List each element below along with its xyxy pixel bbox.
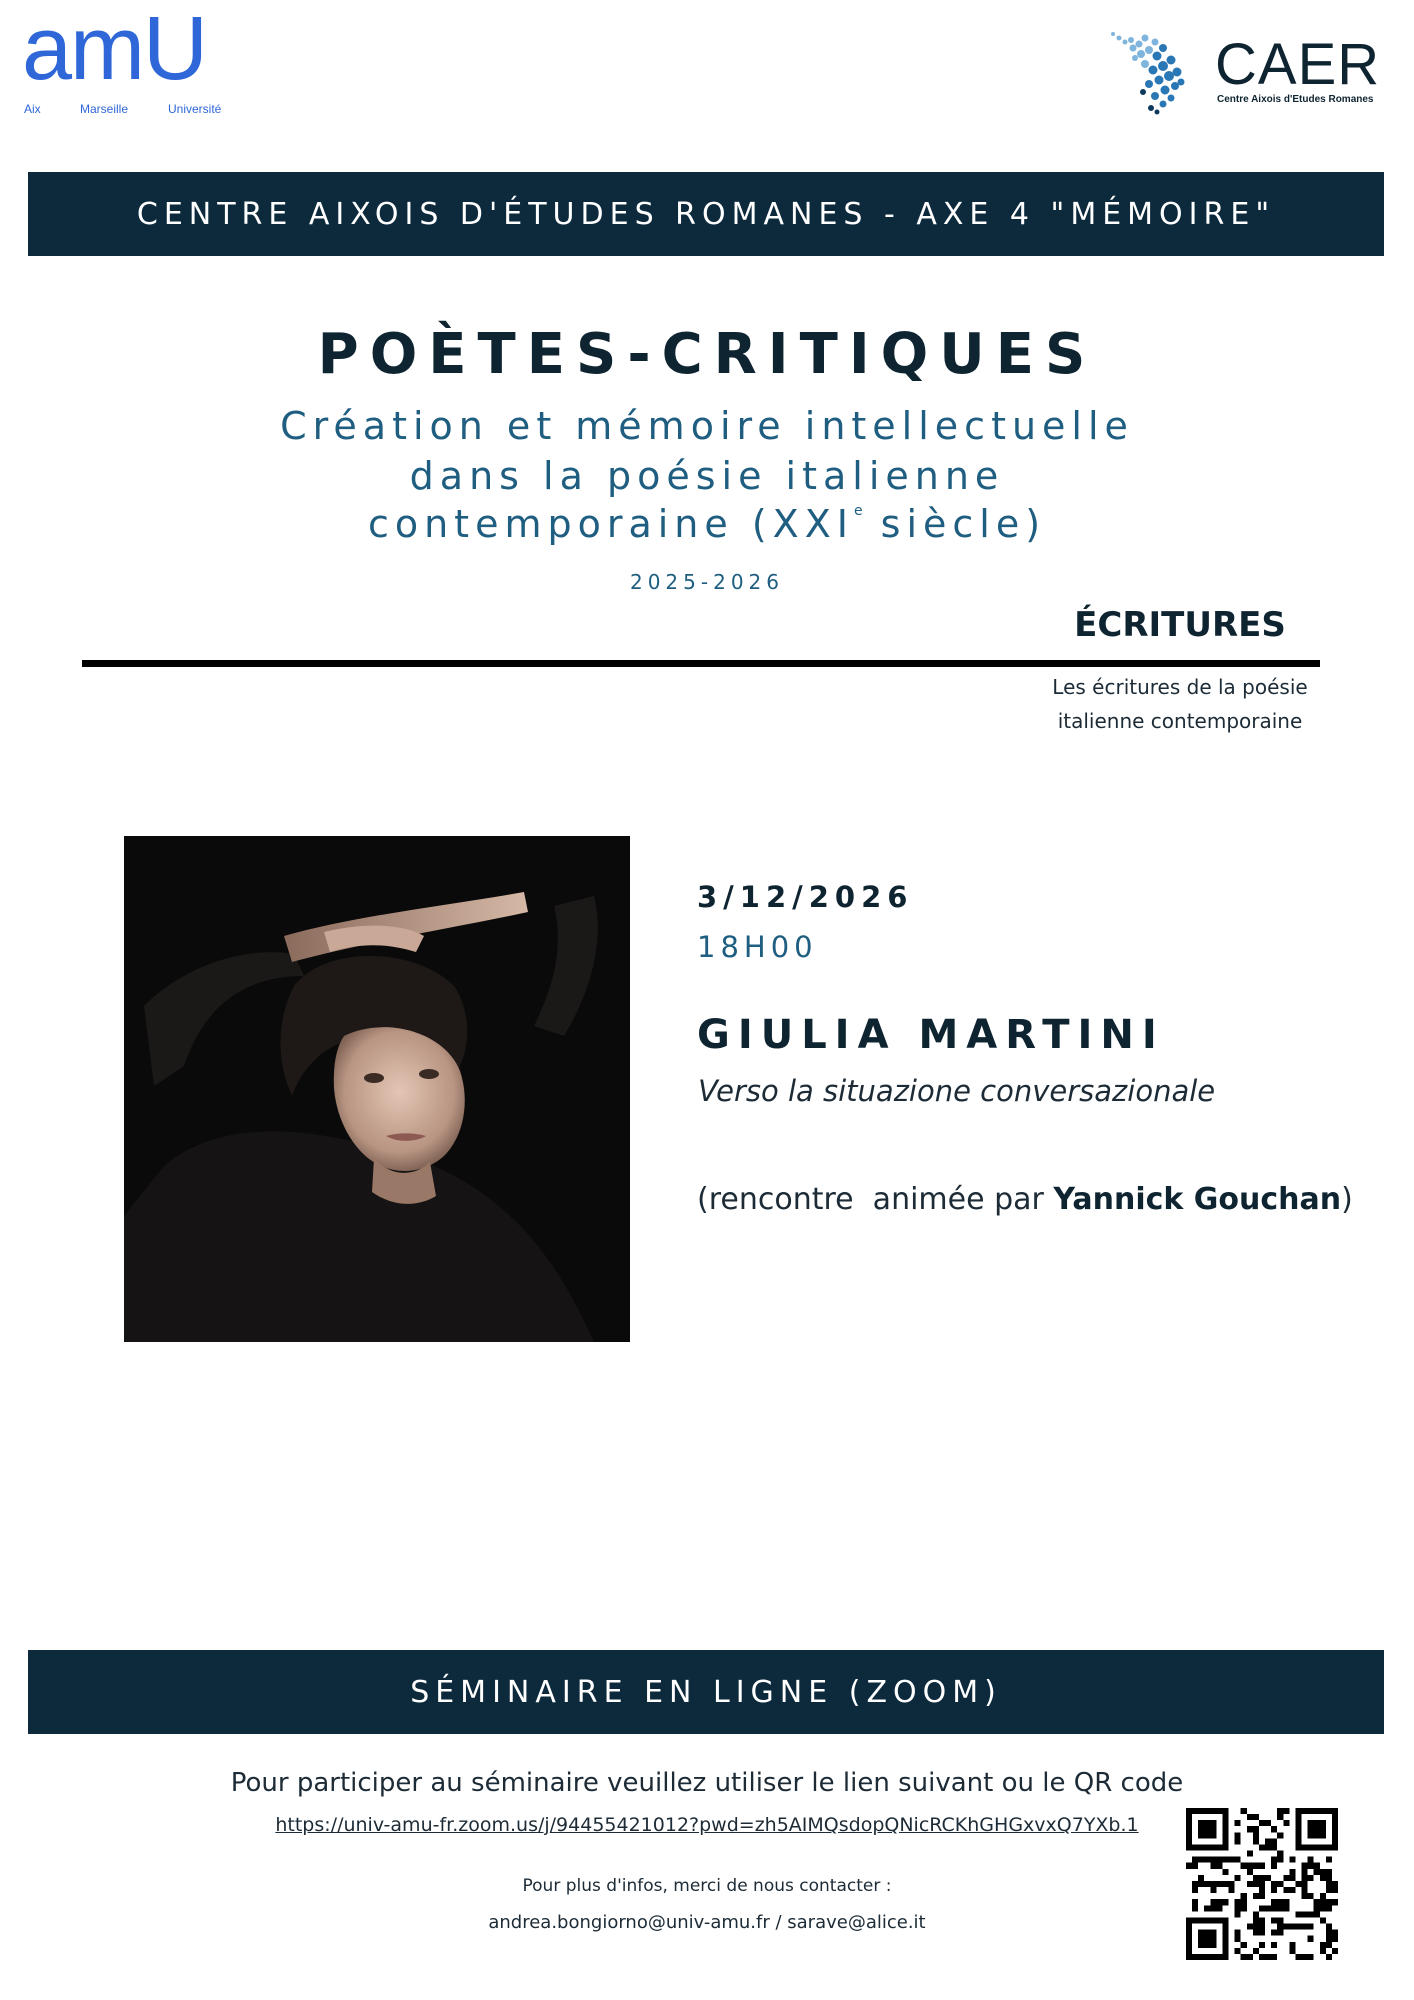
amu-logo-marseille: Marseille xyxy=(80,102,129,116)
subtitle-line-3 xyxy=(0,502,1414,546)
amu-logo-word: amU xyxy=(22,0,207,99)
caer-logo-subtitle: Centre Aixois d'Etudes Romanes xyxy=(1217,94,1374,105)
divider xyxy=(82,660,1320,667)
contact-text: Pour plus d'infos, merci de nous contacter : xyxy=(522,1876,892,1896)
caer-dots-icon xyxy=(1105,26,1213,116)
section-title: ÉCRITURES xyxy=(1074,605,1286,645)
subtitle-line-3-end: siècle) xyxy=(862,502,1047,546)
caer-logo xyxy=(1105,26,1395,126)
zoom-link[interactable]: https://univ-amu-fr.zoom.us/j/94455421012?pwd=zh5AIMQsdopQNicRCKhGHGxvxQ7YXb.1 xyxy=(275,1814,1139,1836)
amu-logo-universite: Université xyxy=(168,102,222,116)
participation-instructions: Pour participer au séminaire veuillez utiliser le lien suivant ou le QR code xyxy=(230,1768,1184,1798)
caer-logo-word: CAER xyxy=(1215,32,1381,97)
subtitle-superscript: e xyxy=(853,503,863,519)
talk-title: Verso la situazione conversazionale xyxy=(698,1074,1216,1108)
section-description-line-2: italienne contemporaine xyxy=(1057,709,1303,733)
page-title: POÈTES-CRITIQUES xyxy=(317,322,1097,387)
moderator-suffix: ) xyxy=(1341,1182,1353,1217)
top-band-text: CENTRE AIXOIS D'ÉTUDES ROMANES - AXE 4 "MÉMOIRE" xyxy=(136,196,1276,232)
subtitle-line-2: dans la poésie italienne xyxy=(409,454,1005,498)
subtitle-line-1: Création et mémoire intellectuelle xyxy=(280,404,1134,448)
academic-years: 2025-2026 xyxy=(629,570,784,594)
amu-logo xyxy=(22,0,252,118)
event-time: 18H00 xyxy=(697,930,818,964)
qr-code[interactable] xyxy=(1186,1808,1338,1960)
bottom-band xyxy=(28,1650,1384,1734)
top-band xyxy=(28,172,1384,256)
speaker-name: GIULIA MARTINI xyxy=(697,1012,1165,1058)
event-date: 3/12/2026 xyxy=(697,880,914,914)
section-description-line-1: Les écritures de la poésie xyxy=(1052,675,1308,699)
bottom-band-text: SÉMINAIRE EN LIGNE (ZOOM) xyxy=(410,1674,1002,1710)
section-description xyxy=(1020,670,1340,738)
speaker-photo xyxy=(124,836,630,1342)
subtitle-line-3-start: contemporaine (XXI xyxy=(367,502,854,546)
amu-logo-aix: Aix xyxy=(24,102,41,116)
moderator-prefix: (rencontre animée par xyxy=(697,1182,1054,1217)
moderator-name: Yannick Gouchan xyxy=(1053,1182,1342,1217)
contact-emails[interactable]: andrea.bongiorno@univ-amu.fr / sarave@alice.it xyxy=(488,1912,926,1933)
moderator-line xyxy=(697,1182,1353,1217)
